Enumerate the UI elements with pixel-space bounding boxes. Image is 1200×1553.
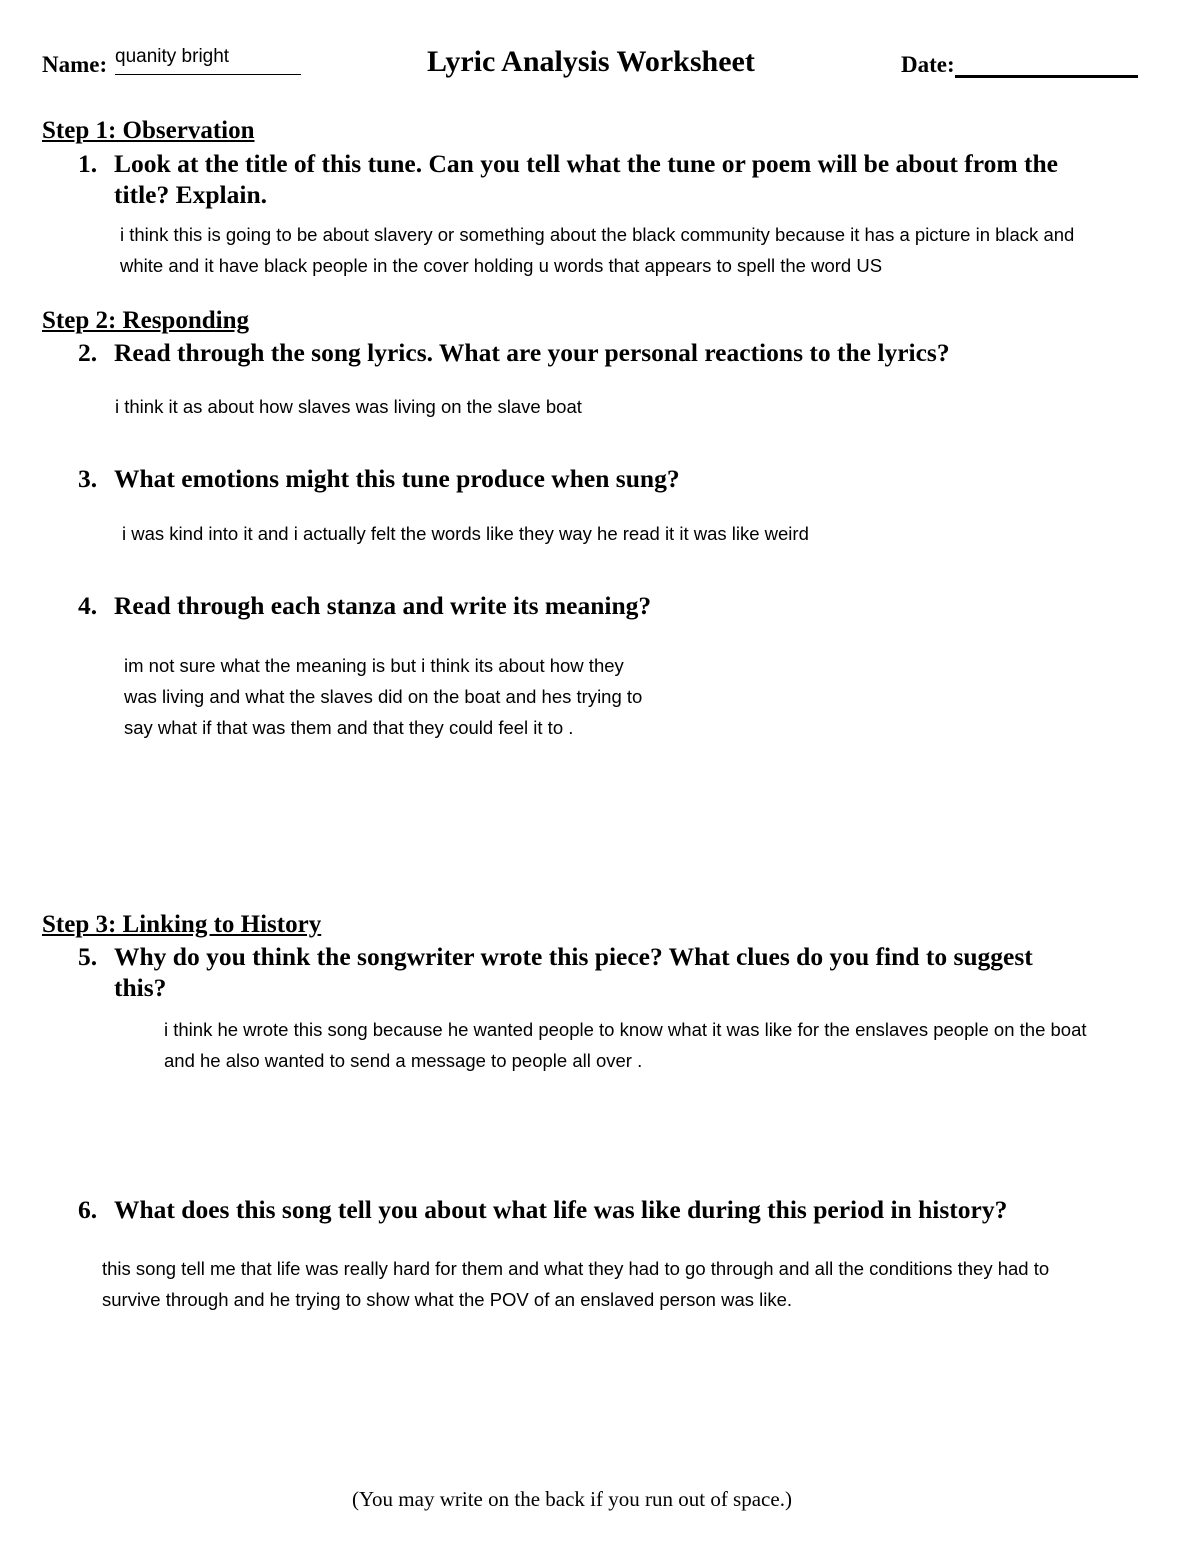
answer-1[interactable]: i think this is going to be about slavery or something about the black community because it has a picture in black and white and it have black people in the cover holding u words that appears to spell the word US <box>120 224 1075 276</box>
question-text: What emotions might this tune produce when sung? <box>114 464 680 493</box>
question-3 <box>78 463 1178 494</box>
question-4 <box>78 590 1178 621</box>
question-2 <box>78 337 1178 368</box>
page-title: Lyric Analysis Worksheet <box>427 45 755 78</box>
answer-5[interactable]: i think he wrote this song because he wanted people to know what it was like for the enslaves people on the boat and he also wanted to send a message to people all over . <box>164 1019 1087 1071</box>
name-field[interactable] <box>115 46 301 75</box>
date-field[interactable] <box>955 47 1138 78</box>
footer-note: (You may write on the back if you run out of space.) <box>352 1487 792 1511</box>
question-text: Read through each stanza and write its meaning? <box>114 591 652 620</box>
question-number: 1. <box>78 149 98 178</box>
question-number: 4. <box>78 591 98 620</box>
question-text: What does this song tell you about what life was like during this period in history? <box>114 1195 1008 1224</box>
answer-3[interactable]: i was kind into it and i actually felt the words like they way he read it it was like weird <box>122 523 809 544</box>
step-1-heading: Step 1: Observation <box>42 117 255 144</box>
question-number: 3. <box>78 464 98 493</box>
answer-2[interactable]: i think it as about how slaves was living on the slave boat <box>115 396 582 417</box>
step-3-heading: Step 3: Linking to History <box>42 911 322 938</box>
question-5 <box>78 941 1178 1003</box>
question-6 <box>78 1194 1178 1225</box>
question-number: 2. <box>78 338 98 367</box>
question-text: Look at the title of this tune. Can you tell what the tune or poem will be about from the title? Explain. <box>114 149 1058 209</box>
answer-6[interactable]: this song tell me that life was really hard for them and what they had to go through and all the conditions they had to survive through and he trying to show what the POV of an enslaved person was like. <box>102 1258 1050 1310</box>
name-label: Name: <box>42 52 108 77</box>
question-text: Why do you think the songwriter wrote this piece? What clues do you find to suggest this? <box>114 942 1033 1002</box>
question-number: 5. <box>78 942 98 971</box>
name-value: quanity bright <box>115 46 230 67</box>
question-1 <box>78 148 1178 210</box>
step-2-heading: Step 2: Responding <box>42 307 249 334</box>
date-label: Date: <box>901 52 955 77</box>
answer-4[interactable]: im not sure what the meaning is but i think its about how they was living and what the slaves did on the boat and hes trying to say what if that was them and that they could feel it to . <box>124 655 643 738</box>
question-text: Read through the song lyrics. What are your personal reactions to the lyrics? <box>114 338 950 367</box>
question-number: 6. <box>78 1195 98 1224</box>
